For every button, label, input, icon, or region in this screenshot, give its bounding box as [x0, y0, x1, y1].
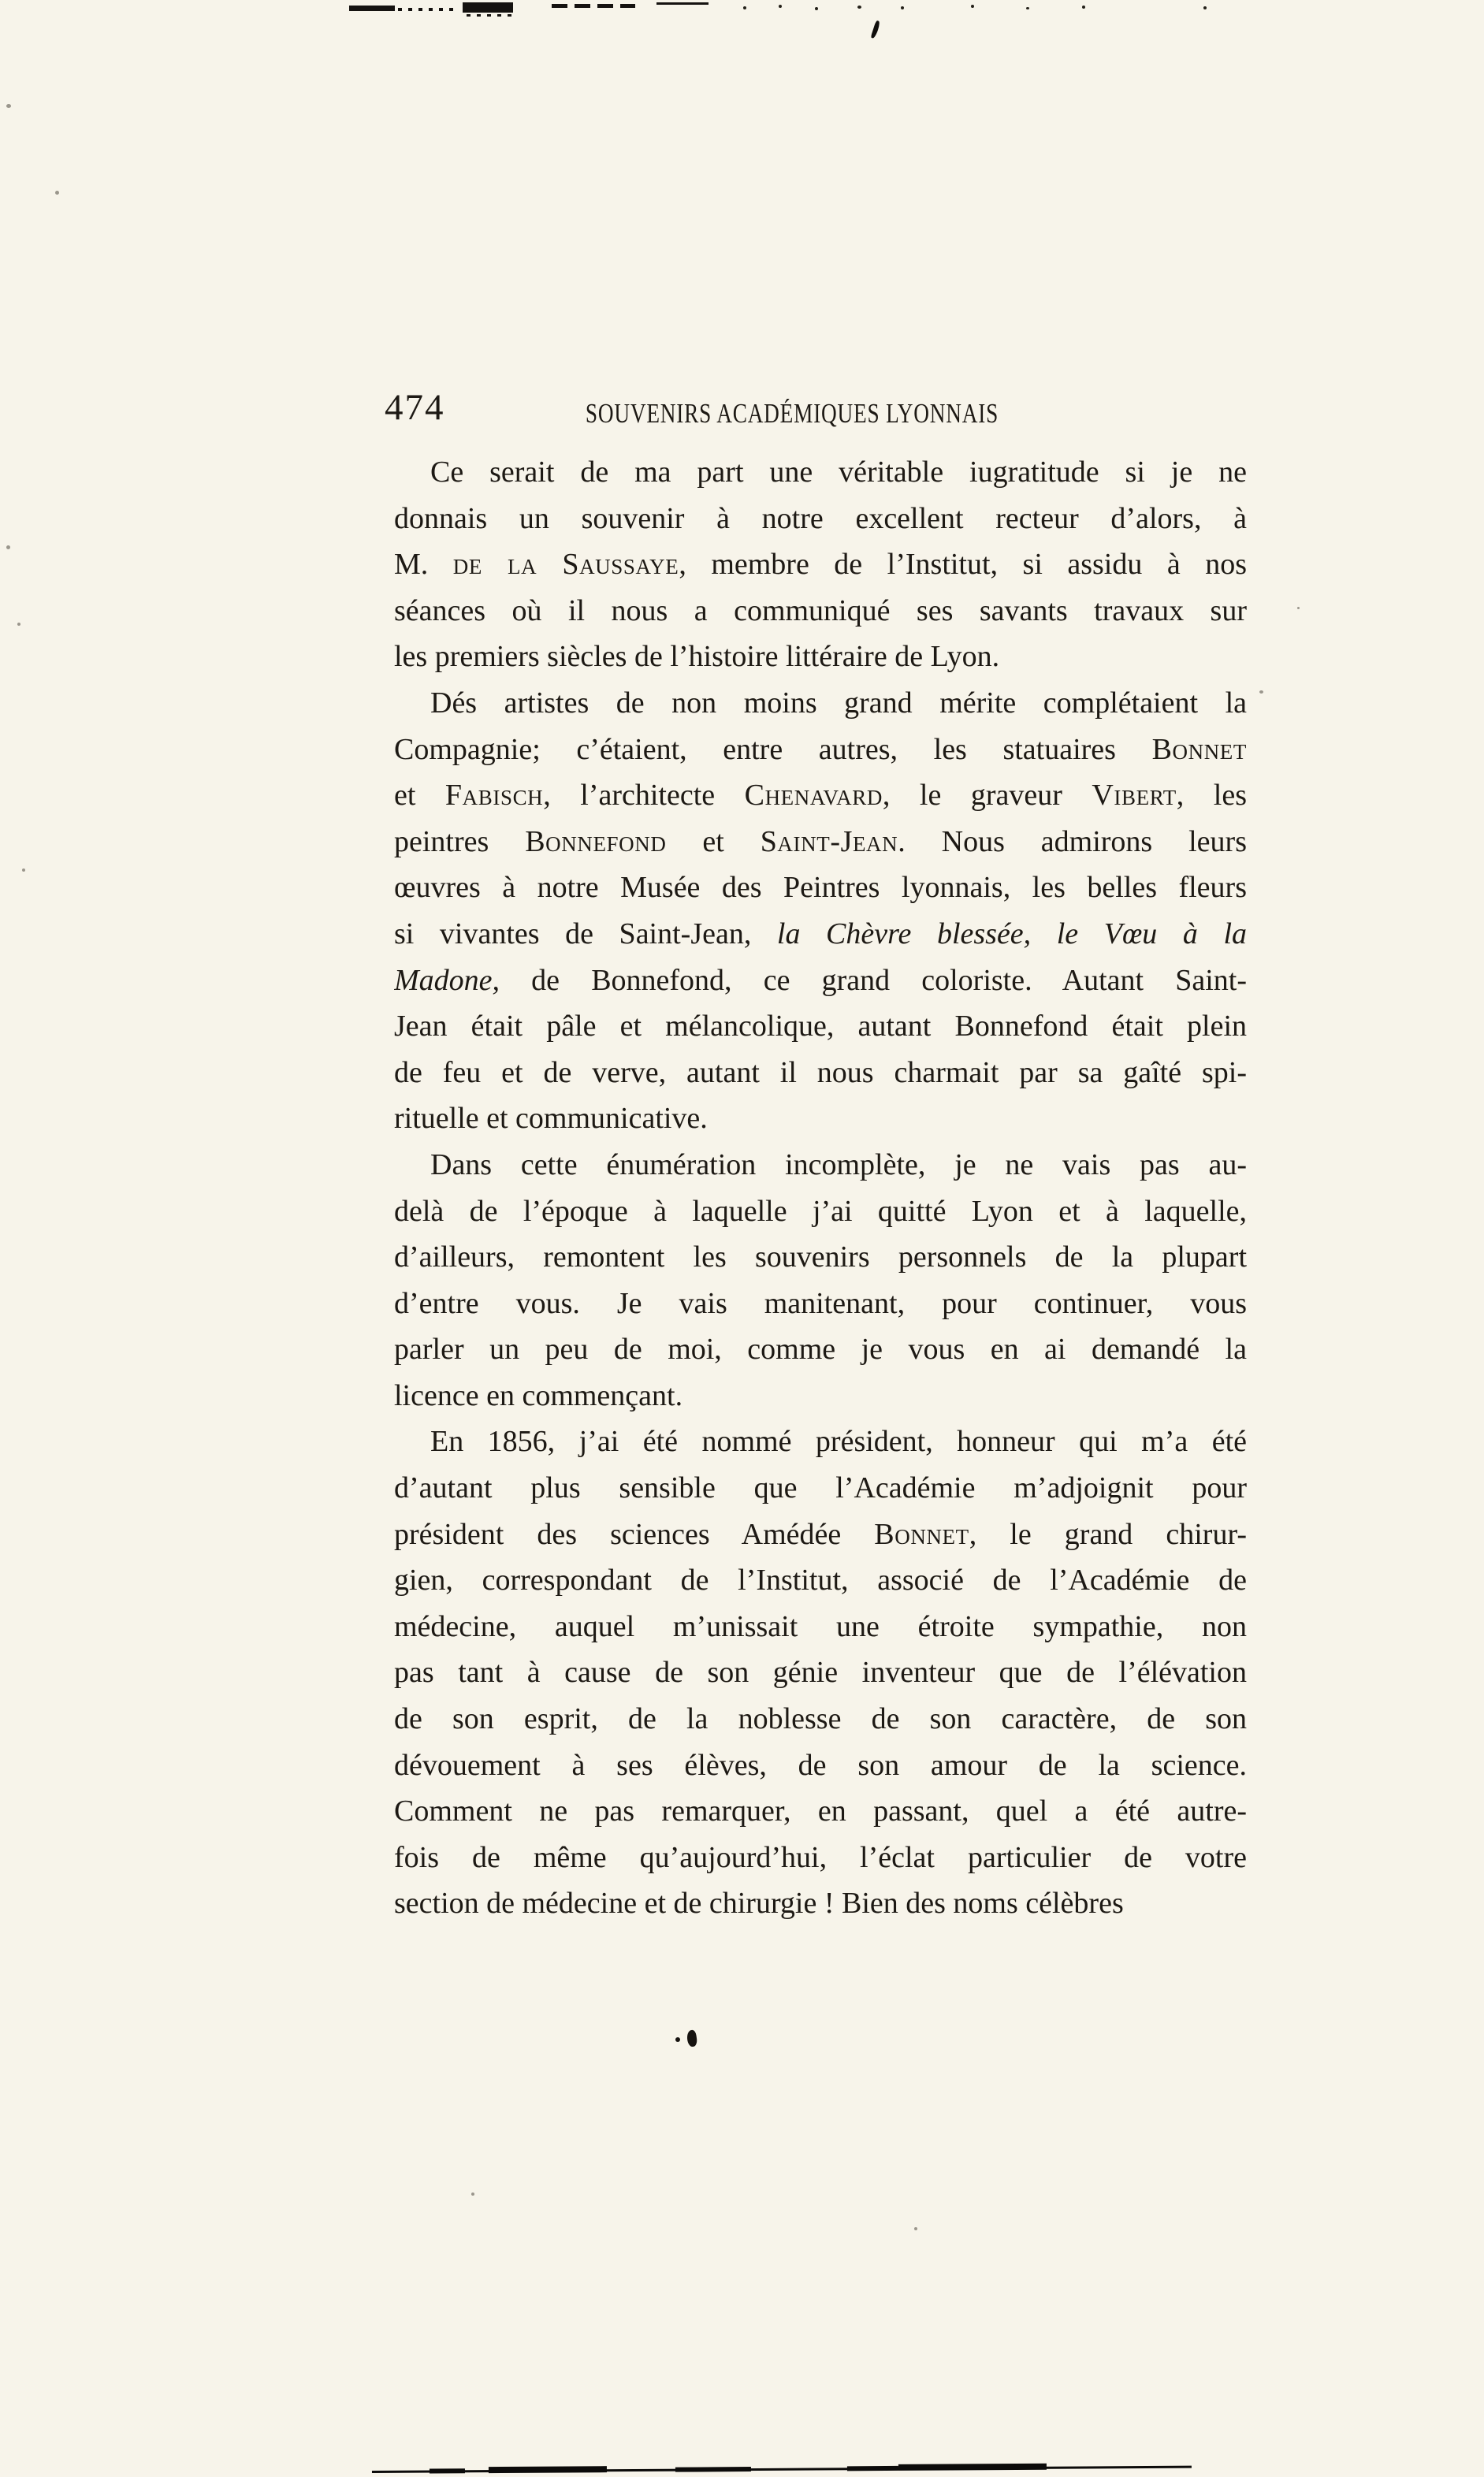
bottom-bar-thick-segment [675, 2467, 751, 2472]
text-run: donnais un souvenir à notre excellent recteur d’alors, à [394, 501, 1247, 535]
text-line [394, 1742, 1247, 1789]
text-run: d’autant plus sensible que l’Académie m’adjoignit pour [394, 1471, 1247, 1505]
text-run: Bonnet [1151, 732, 1247, 766]
dust-speck [914, 2227, 917, 2230]
top-speck [815, 7, 818, 10]
top-speck [901, 6, 904, 9]
text-line [394, 727, 1247, 773]
text-run: séances où il nous a communiqué ses savants travaux sur [394, 593, 1247, 627]
text-run: Ce serait de ma part une véritable iugratitude si je ne [430, 456, 1247, 489]
top-speck [779, 5, 782, 8]
text-line [394, 1696, 1247, 1742]
text-run: , le grand chirur- [969, 1517, 1247, 1551]
paragraph [394, 449, 1247, 680]
text-line [394, 1557, 1247, 1604]
text-line [394, 1188, 1247, 1235]
text-line [394, 588, 1247, 634]
text-line [394, 1649, 1247, 1696]
ink-flick-mark [871, 20, 881, 39]
bottom-bar-thick-segment [898, 2464, 1047, 2471]
text-run: rituelle et communicative. [394, 1102, 708, 1136]
text-run: la Chèvre blessée, le Vœu à la [776, 917, 1247, 950]
text-run: et [666, 824, 761, 858]
paragraph [394, 680, 1247, 1142]
text-run: Bonnefond [525, 824, 667, 858]
dust-speck [471, 2192, 474, 2196]
text-line [394, 1003, 1247, 1050]
text-line [394, 1095, 1247, 1142]
text-run: d’ailleurs, remontent les souvenirs personnels de la plupart [394, 1240, 1247, 1274]
text-run: peintres [394, 824, 526, 858]
text-run: M. [394, 548, 453, 582]
text-run: , l’architecte [543, 779, 745, 813]
text-run: parler un peu de moi, comme je vous en ai demandé la [394, 1333, 1247, 1367]
dust-speck [55, 191, 59, 195]
dust-speck [6, 545, 10, 549]
top-speck [1203, 6, 1207, 9]
text-line [394, 1465, 1247, 1512]
text-run: Dans cette énumération incomplète, je ne vais pas au- [430, 1147, 1247, 1181]
text-run: , les [1176, 779, 1247, 813]
top-speck [971, 5, 974, 8]
dust-speck [1259, 690, 1263, 694]
text-line [394, 1234, 1247, 1281]
dust-speck [17, 623, 20, 626]
scan-artifact-bottom-bar [372, 2459, 1192, 2475]
text-run: de la Saussaye [452, 548, 679, 582]
text-line [394, 865, 1247, 911]
top-speck [743, 6, 746, 9]
text-run: pas tant à cause de son génie inventeur que de l’élévation [394, 1656, 1247, 1690]
text-line [394, 1788, 1247, 1835]
text-run: Fabisch [444, 779, 544, 813]
text-run: Comment ne pas remarquer, en passant, quel a été autre- [394, 1795, 1247, 1828]
bottom-bar-thick-segment [847, 2466, 898, 2471]
text-line [394, 496, 1247, 542]
text-run: , membre de l’Institut, si assidu à nos [679, 548, 1247, 582]
text-run: fois de même qu’aujourd’hui, l’éclat particulier de votre [394, 1840, 1247, 1874]
text-run: En 1856, j’ai été nommé président, honneur qui m’a été [430, 1425, 1247, 1459]
page-number: 474 [385, 387, 445, 428]
text-line [394, 911, 1247, 958]
top-dotted-underline [467, 14, 514, 17]
text-line [394, 634, 1247, 680]
text-block [394, 449, 1247, 1927]
text-run: d’entre vous. Je vais manitenant, pour continuer, vous [394, 1286, 1247, 1320]
text-run: delà de l’époque à laquelle j’ai quitté Lyon et à laquelle, [394, 1194, 1247, 1228]
text-run: Dés artistes de non moins grand mérite complétaient la [430, 686, 1247, 720]
text-run: , le graveur [882, 779, 1092, 813]
text-run: Compagnie; c’étaient, entre autres, les statuaires [394, 732, 1152, 766]
text-line [394, 449, 1247, 496]
paragraph [394, 1142, 1247, 1419]
dust-speck [22, 868, 25, 872]
dust-speck [6, 104, 11, 108]
top-solid-block [463, 2, 513, 13]
text-line [394, 1419, 1247, 1465]
text-run: . Nous admirons leurs [898, 824, 1247, 858]
text-run: de feu et de verve, autant il nous charmait par sa gaîté spi- [394, 1055, 1247, 1089]
text-run: Bonnet [874, 1517, 969, 1551]
text-run: de Bonnefond, ce grand coloriste. Autant Saint- [500, 963, 1247, 997]
top-speck [1026, 7, 1029, 9]
ink-blob [686, 2029, 698, 2047]
text-line [394, 541, 1247, 588]
text-run: Vibert [1092, 779, 1177, 813]
text-line [394, 772, 1247, 819]
bottom-bar-thick-segment [430, 2468, 465, 2473]
text-run: de son esprit, de la noblesse de son caractère, de son [394, 1702, 1247, 1736]
text-run: œuvres à notre Musée des Peintres lyonnais, les belles fleurs [394, 871, 1247, 905]
running-title: SOUVENIRS ACADÉMIQUES LYONNAIS [585, 398, 999, 429]
text-line [394, 1050, 1247, 1096]
text-line [394, 819, 1247, 865]
top-dash-segment [349, 6, 395, 11]
top-dashed-line [552, 4, 635, 8]
text-run: Saint-Jean [760, 824, 898, 858]
text-run: médecine, auquel m’unissait une étroite sympathie, non [394, 1609, 1247, 1643]
dust-speck [1297, 607, 1300, 609]
text-run: Chenavard [744, 779, 883, 813]
text-line [394, 1326, 1247, 1373]
top-thin-line [656, 2, 709, 5]
text-line [394, 680, 1247, 727]
text-line [394, 1373, 1247, 1419]
text-run: section de médecine et de chirurgie ! Bien des noms célèbres [394, 1887, 1124, 1921]
text-run: si vivantes de Saint-Jean, [394, 917, 777, 950]
top-speck [1082, 6, 1085, 9]
bottom-bar-thick-segment [489, 2466, 607, 2473]
text-run: gien, correspondant de l’Institut, associé de l’Académie de [394, 1564, 1247, 1597]
text-line [394, 1880, 1247, 1927]
text-line [394, 1512, 1247, 1558]
paragraph [394, 1419, 1247, 1927]
text-run: et [394, 779, 445, 813]
top-dotted-segment [398, 8, 459, 11]
text-run: Jean était pâle et mélancolique, autant Bonnefond était plein [394, 1010, 1247, 1043]
text-line [394, 1604, 1247, 1650]
text-run: président des sciences Amédée [394, 1517, 875, 1551]
text-line [394, 1281, 1247, 1327]
text-run: dévouement à ses élèves, de son amour de la science. [394, 1748, 1247, 1782]
text-run: Madone, [394, 963, 500, 997]
text-line [394, 1835, 1247, 1881]
text-run: licence en commençant. [394, 1378, 683, 1412]
ink-blob-dot [675, 2037, 680, 2042]
top-speck [857, 6, 861, 9]
text-line [394, 958, 1247, 1004]
text-run: les premiers siècles de l’histoire littéraire de Lyon. [394, 640, 1000, 674]
text-line [394, 1142, 1247, 1188]
